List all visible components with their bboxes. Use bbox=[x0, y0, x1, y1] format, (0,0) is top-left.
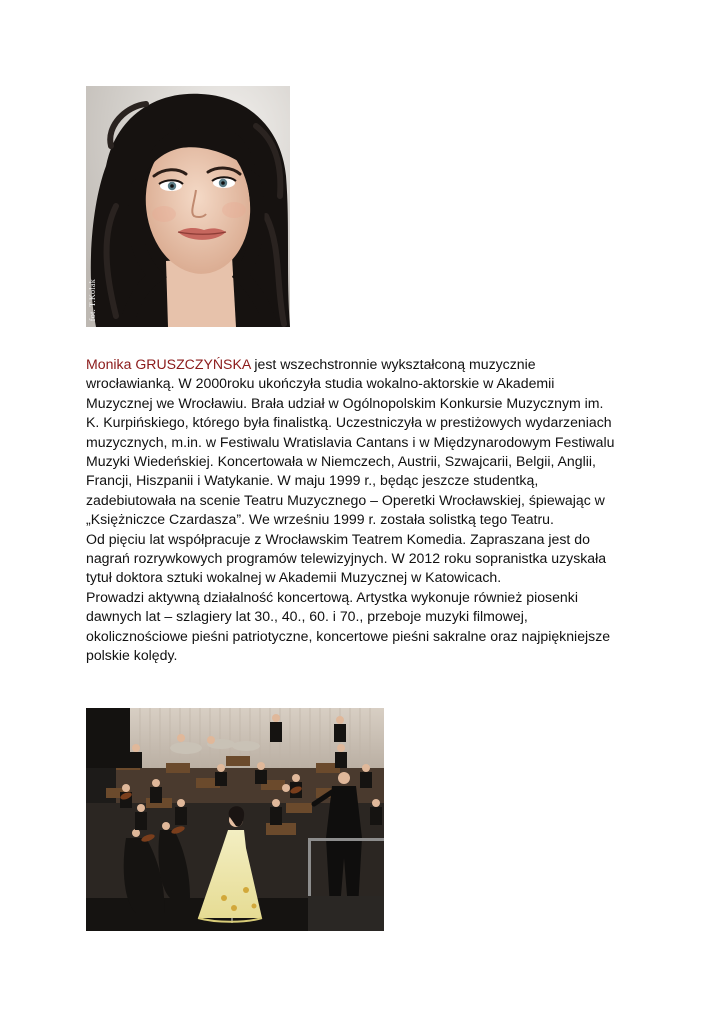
bio-line: dawnych lat – szlagiery lat 30., 40., 60. i 70., przeboje muzyki filmowej, bbox=[86, 608, 528, 625]
portrait-illustration bbox=[86, 86, 290, 327]
portrait-photo bbox=[86, 86, 290, 327]
bio-line: Muzycznej we Wrocławiu. Brała udział w Ogólnopolskim Konkursie Muzycznym im. bbox=[86, 394, 604, 411]
bio-line: K. Kurpińskiego, którego była finalistką. Uczestniczyła w prestiżowych wydarzeniach bbox=[86, 414, 612, 431]
concert-illustration bbox=[86, 708, 384, 931]
bio-line: Od pięciu lat współpracuje z Wrocławskim Teatrem Komedia. Zapraszana jest do bbox=[86, 530, 590, 547]
bio-line: okolicznościowe pieśni patriotyczne, koncertowe pieśni sakralne oraz najpiękniejsze bbox=[86, 627, 611, 644]
bio-line: Francji, Hiszpanii i Watykanie. W maju 1999 r., będąc jeszcze studentką, bbox=[86, 472, 539, 489]
concert-photo bbox=[86, 708, 384, 931]
photo-credit: fot. T.Kolak bbox=[88, 278, 97, 321]
bio-line: polskie kolędy. bbox=[86, 647, 178, 664]
bio-line: tytuł doktora sztuki wokalnej w Akademii Muzycznej w Katowicach. bbox=[86, 569, 502, 586]
biography-text bbox=[86, 355, 646, 666]
bio-line: Muzyki Wiedeńskiej. Koncertowała w Niemczech, Austrii, Szwajcarii, Belgii, Anglii, bbox=[86, 453, 596, 470]
bio-line: wrocławianką. W 2000roku ukończyła studia wokalno-aktorskie w Akademii bbox=[86, 375, 555, 392]
bio-line-text: jest wszechstronnie wykształconą muzycznie bbox=[250, 356, 536, 372]
bio-line bbox=[86, 355, 646, 374]
bio-line: nagrań rozrywkowych programów telewizyjnych. W 2012 roku sopranistka uzyskała bbox=[86, 550, 607, 567]
bio-line: zadebiutowała na scenie Teatru Muzycznego – Operetki Wrocławskiej, śpiewając w bbox=[86, 491, 605, 508]
bio-line: „Księżniczce Czardasza”. We wrześniu 1999 r. została solistką tego Teatru. bbox=[86, 511, 554, 528]
bio-line: Prowadzi aktywną działalność koncertową. Artystka wykonuje również piosenki bbox=[86, 588, 578, 605]
bio-line: muzycznych, m.in. w Festiwalu Wratislavia Cantans i w Międzynarodowym Festiwalu bbox=[86, 433, 615, 450]
artist-name: Monika GRUSZCZYŃSKA bbox=[86, 356, 251, 372]
